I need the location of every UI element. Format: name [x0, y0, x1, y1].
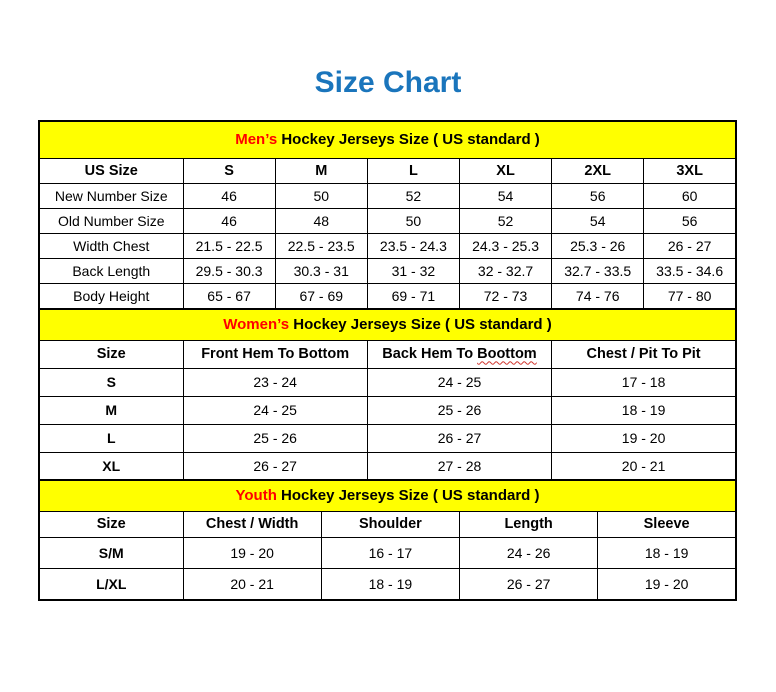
- page-title: Size Chart: [314, 66, 462, 99]
- data-cell: 23 - 24: [183, 368, 367, 396]
- header-cell: XL: [459, 159, 551, 184]
- youth-band-highlight: Youth: [235, 487, 277, 505]
- header-cell: Sleeve: [598, 512, 736, 538]
- womens-header-row: [39, 340, 736, 368]
- table-row: [39, 569, 736, 601]
- data-cell: 54: [552, 209, 644, 234]
- table-row: [39, 424, 736, 452]
- data-cell: 25.3 - 26: [552, 234, 644, 259]
- row-label: M: [39, 396, 183, 424]
- row-label: Body Height: [39, 284, 183, 310]
- data-cell: 32 - 32.7: [459, 259, 551, 284]
- data-cell: 26 - 27: [367, 424, 551, 452]
- data-cell: 19 - 20: [598, 569, 736, 601]
- row-label: S: [39, 368, 183, 396]
- header-cell: S: [183, 159, 275, 184]
- table-row: [39, 538, 736, 569]
- data-cell: 26 - 27: [460, 569, 598, 601]
- row-label: New Number Size: [39, 184, 183, 209]
- table-row: [39, 184, 736, 209]
- header-cell: 2XL: [552, 159, 644, 184]
- data-cell: 50: [275, 184, 367, 209]
- row-label: L/XL: [39, 569, 183, 601]
- header-cell: US Size: [39, 159, 183, 184]
- data-cell: 46: [183, 184, 275, 209]
- misspelled-word: Boottom: [477, 345, 537, 362]
- data-cell: 25 - 26: [367, 396, 551, 424]
- row-label: Old Number Size: [39, 209, 183, 234]
- table-row: [39, 234, 736, 259]
- row-label: S/M: [39, 538, 183, 569]
- data-cell: 31 - 32: [367, 259, 459, 284]
- mens-section-band: Men’s Hockey Jerseys Size ( US standard ): [39, 121, 736, 159]
- womens-size-table: [38, 308, 737, 482]
- data-cell: 32.7 - 33.5: [552, 259, 644, 284]
- youth-section-band: Youth Hockey Jerseys Size ( US standard ): [39, 480, 736, 512]
- header-cell: 3XL: [644, 159, 736, 184]
- table-row: [39, 452, 736, 481]
- data-cell: 33.5 - 34.6: [644, 259, 736, 284]
- header-cell: Size: [39, 512, 183, 538]
- youth-band-row: [39, 480, 736, 512]
- mens-band-row: [39, 121, 736, 159]
- data-cell: 48: [275, 209, 367, 234]
- data-cell: 52: [367, 184, 459, 209]
- data-cell: 20 - 21: [552, 452, 736, 481]
- data-cell: 56: [552, 184, 644, 209]
- table-row: [39, 368, 736, 396]
- data-cell: 18 - 19: [321, 569, 459, 601]
- youth-header-row: [39, 512, 736, 538]
- data-cell: 19 - 20: [183, 538, 321, 569]
- data-cell: 16 - 17: [321, 538, 459, 569]
- data-cell: 24 - 26: [460, 538, 598, 569]
- data-cell: 74 - 76: [552, 284, 644, 310]
- data-cell: 69 - 71: [367, 284, 459, 310]
- size-tables-stack: [38, 120, 737, 601]
- youth-size-table: [38, 479, 737, 601]
- mens-size-table: [38, 120, 737, 310]
- data-cell: 26 - 27: [183, 452, 367, 481]
- table-row: [39, 209, 736, 234]
- mens-header-row: [39, 159, 736, 184]
- data-cell: 18 - 19: [598, 538, 736, 569]
- data-cell: 19 - 20: [552, 424, 736, 452]
- header-cell: Back Hem To Boottom: [367, 340, 551, 368]
- data-cell: 46: [183, 209, 275, 234]
- data-cell: 54: [459, 184, 551, 209]
- header-cell: L: [367, 159, 459, 184]
- data-cell: 23.5 - 24.3: [367, 234, 459, 259]
- header-cell: Chest / Width: [183, 512, 321, 538]
- womens-band-highlight: Women’s: [223, 315, 290, 333]
- data-cell: 17 - 18: [552, 368, 736, 396]
- womens-section-band: Women’s Hockey Jerseys Size ( US standard ): [39, 309, 736, 341]
- header-cell: Length: [460, 512, 598, 538]
- header-cell: Front Hem To Bottom: [183, 340, 367, 368]
- data-cell: 22.5 - 23.5: [275, 234, 367, 259]
- mens-band-highlight: Men’s: [235, 131, 278, 149]
- table-row: [39, 284, 736, 310]
- data-cell: 30.3 - 31: [275, 259, 367, 284]
- row-label: Back Length: [39, 259, 183, 284]
- header-cell: Size: [39, 340, 183, 368]
- data-cell: 26 - 27: [644, 234, 736, 259]
- data-cell: 29.5 - 30.3: [183, 259, 275, 284]
- row-label: XL: [39, 452, 183, 481]
- data-cell: 25 - 26: [183, 424, 367, 452]
- header-cell: M: [275, 159, 367, 184]
- data-cell: 72 - 73: [459, 284, 551, 310]
- row-label: L: [39, 424, 183, 452]
- data-cell: 20 - 21: [183, 569, 321, 601]
- header-cell: Shoulder: [321, 512, 459, 538]
- data-cell: 56: [644, 209, 736, 234]
- table-row: [39, 396, 736, 424]
- data-cell: 77 - 80: [644, 284, 736, 310]
- data-cell: 21.5 - 22.5: [183, 234, 275, 259]
- data-cell: 52: [459, 209, 551, 234]
- header-cell: Chest / Pit To Pit: [552, 340, 736, 368]
- data-cell: 24 - 25: [367, 368, 551, 396]
- table-row: [39, 259, 736, 284]
- data-cell: 24 - 25: [183, 396, 367, 424]
- womens-band-row: [39, 309, 736, 341]
- data-cell: 50: [367, 209, 459, 234]
- data-cell: 24.3 - 25.3: [459, 234, 551, 259]
- data-cell: 60: [644, 184, 736, 209]
- data-cell: 65 - 67: [183, 284, 275, 310]
- data-cell: 18 - 19: [552, 396, 736, 424]
- data-cell: 27 - 28: [367, 452, 551, 481]
- data-cell: 67 - 69: [275, 284, 367, 310]
- row-label: Width Chest: [39, 234, 183, 259]
